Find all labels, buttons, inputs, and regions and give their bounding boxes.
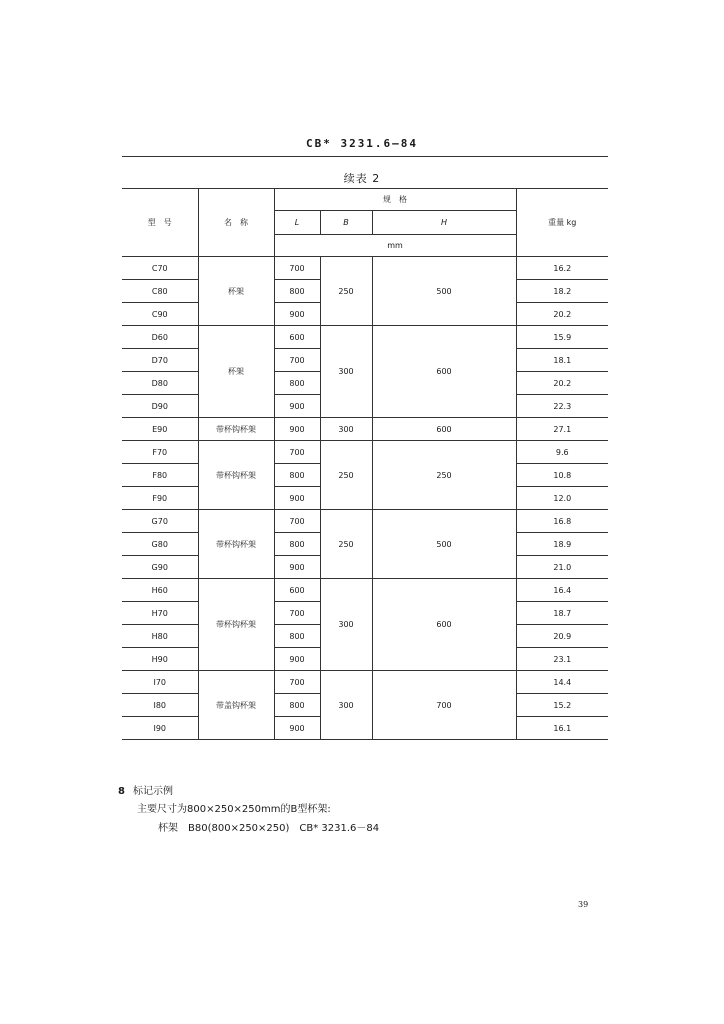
- cell-H: 250: [372, 441, 516, 510]
- table-row: [122, 326, 608, 349]
- cell-H: 700: [372, 671, 516, 740]
- cell-name: 杯架: [198, 326, 274, 418]
- cell-weight: 16.8: [516, 510, 608, 533]
- cell-model: C70: [122, 257, 198, 280]
- cell-weight: 18.1: [516, 349, 608, 372]
- header-unit: mm: [274, 235, 516, 257]
- cell-weight: 18.7: [516, 602, 608, 625]
- cell-model: E90: [122, 418, 198, 441]
- cell-model: G80: [122, 533, 198, 556]
- cell-L: 900: [274, 487, 320, 510]
- cell-model: H60: [122, 579, 198, 602]
- table-row: [122, 579, 608, 602]
- cell-L: 900: [274, 418, 320, 441]
- cell-B: 250: [320, 257, 372, 326]
- cell-weight: 22.3: [516, 395, 608, 418]
- cell-weight: 15.9: [516, 326, 608, 349]
- cell-weight: 18.9: [516, 533, 608, 556]
- header-name: 名 称: [198, 189, 274, 257]
- cell-L: 800: [274, 280, 320, 303]
- cell-model: F90: [122, 487, 198, 510]
- cell-model: F80: [122, 464, 198, 487]
- marking-description: 主要尺寸为800×250×250mm的B型杯架:: [137, 804, 331, 815]
- cell-L: 700: [274, 441, 320, 464]
- table-title: 续表 2: [343, 172, 381, 185]
- cell-B: 300: [320, 326, 372, 418]
- table-row: [122, 418, 608, 441]
- page-number: 39: [578, 900, 589, 909]
- cell-name: 带杯钩杯架: [198, 418, 274, 441]
- cell-weight: 10.8: [516, 464, 608, 487]
- cell-model: H70: [122, 602, 198, 625]
- cell-weight: 18.2: [516, 280, 608, 303]
- cell-model: C90: [122, 303, 198, 326]
- table-row: [122, 510, 608, 533]
- table-row: [122, 671, 608, 694]
- cell-model: I80: [122, 694, 198, 717]
- cell-weight: 15.2: [516, 694, 608, 717]
- cell-L: 800: [274, 625, 320, 648]
- header-model: 型 号: [122, 189, 198, 257]
- document-code: CB* 3231.6—84: [305, 137, 419, 150]
- cell-model: I90: [122, 717, 198, 740]
- cell-L: 800: [274, 464, 320, 487]
- marking-example: 杯架 B80(800×250×250) CB* 3231.6－84: [158, 823, 380, 834]
- cell-model: C80: [122, 280, 198, 303]
- section-title: 标记示例: [132, 786, 173, 797]
- cell-weight: 16.2: [516, 257, 608, 280]
- cell-name: 带杯钩杯架: [198, 441, 274, 510]
- cell-model: F70: [122, 441, 198, 464]
- cell-weight: 20.2: [516, 372, 608, 395]
- cell-L: 800: [274, 533, 320, 556]
- table-body: [122, 257, 608, 740]
- marking-section-heading: [118, 782, 173, 797]
- cell-model: H90: [122, 648, 198, 671]
- cell-L: 700: [274, 671, 320, 694]
- cell-model: D80: [122, 372, 198, 395]
- cell-model: H80: [122, 625, 198, 648]
- header-rule: [122, 156, 608, 157]
- cell-weight: 9.6: [516, 441, 608, 464]
- cell-L: 900: [274, 717, 320, 740]
- header-L: L: [274, 211, 320, 235]
- cell-B: 250: [320, 510, 372, 579]
- cell-L: 800: [274, 372, 320, 395]
- cell-B: 250: [320, 441, 372, 510]
- cell-name: 带杯钩杯架: [198, 510, 274, 579]
- cell-weight: 27.1: [516, 418, 608, 441]
- cell-H: 600: [372, 579, 516, 671]
- cell-L: 700: [274, 510, 320, 533]
- cell-name: 带杯钩杯架: [198, 579, 274, 671]
- cell-weight: 16.4: [516, 579, 608, 602]
- cell-L: 900: [274, 648, 320, 671]
- table-header: [122, 189, 608, 257]
- cell-weight: 20.2: [516, 303, 608, 326]
- cell-H: 500: [372, 257, 516, 326]
- cell-L: 800: [274, 694, 320, 717]
- section-number: 8: [118, 786, 125, 797]
- header-weight: 重量 kg: [516, 189, 608, 257]
- header-H: H: [372, 211, 516, 235]
- cell-model: G90: [122, 556, 198, 579]
- cell-model: D90: [122, 395, 198, 418]
- cell-L: 900: [274, 303, 320, 326]
- cell-weight: 14.4: [516, 671, 608, 694]
- cell-H: 600: [372, 418, 516, 441]
- cell-weight: 23.1: [516, 648, 608, 671]
- cell-L: 900: [274, 395, 320, 418]
- header-B: B: [320, 211, 372, 235]
- cell-H: 600: [372, 326, 516, 418]
- cell-B: 300: [320, 418, 372, 441]
- cell-weight: 16.1: [516, 717, 608, 740]
- cell-B: 300: [320, 579, 372, 671]
- cell-L: 700: [274, 257, 320, 280]
- cell-L: 600: [274, 579, 320, 602]
- cell-L: 900: [274, 556, 320, 579]
- spec-table: [122, 188, 608, 740]
- cell-model: D70: [122, 349, 198, 372]
- cell-H: 500: [372, 510, 516, 579]
- cell-L: 700: [274, 602, 320, 625]
- cell-weight: 21.0: [516, 556, 608, 579]
- table-row: [122, 441, 608, 464]
- table-row: [122, 257, 608, 280]
- cell-weight: 12.0: [516, 487, 608, 510]
- cell-L: 700: [274, 349, 320, 372]
- cell-name: 杯架: [198, 257, 274, 326]
- header-spec: 规 格: [274, 189, 516, 211]
- cell-model: G70: [122, 510, 198, 533]
- cell-B: 300: [320, 671, 372, 740]
- cell-name: 带盖钩杯架: [198, 671, 274, 740]
- cell-model: I70: [122, 671, 198, 694]
- cell-L: 600: [274, 326, 320, 349]
- cell-model: D60: [122, 326, 198, 349]
- cell-weight: 20.9: [516, 625, 608, 648]
